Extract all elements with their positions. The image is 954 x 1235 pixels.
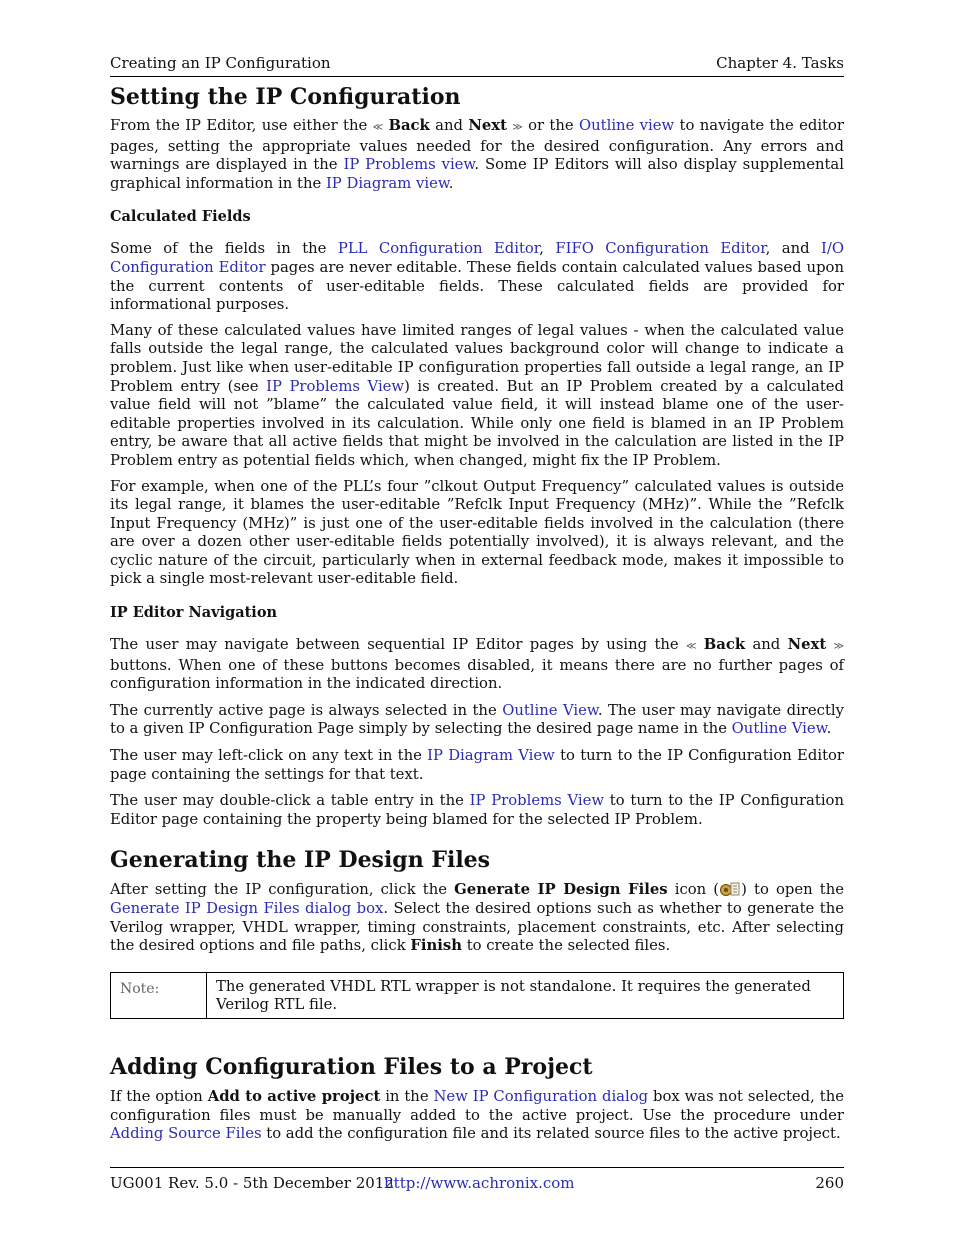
generate-files-icon: [719, 881, 741, 897]
text: and: [429, 117, 469, 134]
paragraph-navigation-diagram: [110, 747, 844, 784]
bold-add-to-active-project: Add to active project: [207, 1087, 381, 1105]
text: or the: [522, 117, 579, 134]
running-header: [110, 54, 844, 77]
section-title-setting-ip-configuration: Setting the IP Configuration: [110, 84, 461, 110]
text: and: [745, 636, 788, 654]
text: icon (: [667, 881, 720, 899]
paragraph-calculated-example: For example, when one of the PLL’s four ”clkout Output Frequency” calculated values is outside its legal range, it blames the user-editable ”Refclk Input Frequency (MHz)”. While the ”Refclk Input Frequency (MHz)” is just one of the user-editable fields involved in the calculation (there are over a dozen other user-editable fields potentially involved), it is always relevant, and the cyclic nature of the circuit, particularly when in external feedback mode, makes it impossible to pick a single most-relevant user-editable field.: [110, 477, 844, 588]
link-adding-source-files[interactable]: Adding Source Files: [110, 1125, 262, 1143]
back-arrow-icon: ≪: [372, 122, 384, 133]
paragraph-navigation-buttons: [110, 636, 844, 694]
link-io-configuration-editor[interactable]: I/O Configuration Editor: [110, 240, 844, 276]
text: From the IP Editor, use either the: [110, 117, 373, 134]
next-arrow-icon: ≫: [833, 641, 844, 653]
note-label: Note:: [111, 973, 207, 1018]
bold-back: Back: [388, 117, 430, 134]
link-outline-view[interactable]: Outline View: [502, 701, 598, 719]
link-ip-diagram-view[interactable]: IP Diagram View: [427, 747, 555, 765]
link-ip-diagram-view[interactable]: IP Diagram view: [325, 174, 449, 192]
header-chapter-title: Chapter 4. Tasks: [716, 54, 844, 72]
next-arrow-icon: ≫: [512, 122, 523, 133]
text: After setting the IP configuration, click the: [110, 881, 455, 899]
text: box was not selected, the configuration files must be manually added to the active project. Use the procedure under: [110, 1087, 844, 1124]
bold-next: Next: [468, 117, 507, 134]
back-arrow-icon: ≪: [686, 641, 697, 653]
text: ) is created. But an IP Problem created by a calculated value field will not ”blame” the calculated value field, it will instead blame one of the user-editable properties involved in its calculation. While only one field is blamed in an IP Problem entry, be aware that all active fields that might be involved in the calculation are listed in the IP Problem entry as potential fields which, when changed, might fix the IP Problem.: [110, 377, 845, 469]
paragraph-calculated-intro: [110, 240, 844, 314]
subsection-title-calculated-fields: Calculated Fields: [110, 208, 251, 226]
link-fifo-configuration-editor[interactable]: FIFO Configuration Editor: [555, 240, 766, 258]
bold-finish: Finish: [410, 937, 462, 955]
page-number: 260: [815, 1174, 844, 1192]
running-footer: [110, 1167, 844, 1192]
link-ip-problems-view[interactable]: IP Problems View: [266, 377, 405, 395]
section-title-adding-configuration-files: Adding Configuration Files to a Project: [110, 1053, 593, 1080]
bold-back: Back: [703, 636, 746, 654]
text: to turn to the IP Configuration Editor page containing the property being blamed for the selected IP Problem.: [110, 792, 844, 828]
footer-website-link[interactable]: http://www.achronix.com: [384, 1174, 575, 1192]
text: The user may double-click a table entry in the: [110, 792, 470, 810]
link-outline-view[interactable]: Outline view: [578, 117, 675, 134]
document-page: [110, 0, 844, 1235]
page-content: [110, 80, 844, 1144]
text: to turn to the IP Configuration Editor page containing the settings for that text.: [110, 747, 844, 783]
header-section-title: Creating an IP Configuration: [110, 54, 331, 72]
text: ) to open the: [741, 881, 845, 899]
text: , and: [765, 240, 822, 258]
note-text: The generated VHDL RTL wrapper is not standalone. It requires the generated Verilog RTL file.: [216, 977, 811, 1014]
section-title-generating-ip-design-files: Generating the IP Design Files: [110, 847, 491, 874]
link-generate-ip-design-files-dialog[interactable]: Generate IP Design Files dialog box: [110, 900, 384, 917]
text: buttons. When one of these buttons becomes disabled, it means there are no further pages of configuration information in the indicated direction.: [110, 656, 844, 693]
text: to create the selected files.: [461, 937, 671, 955]
text: Some of the fields in the: [110, 240, 338, 258]
text: .: [826, 720, 832, 738]
text: .: [448, 174, 454, 192]
link-outline-view[interactable]: Outline View: [731, 720, 827, 738]
paragraph-setting-ip-intro: [110, 117, 844, 193]
paragraph-calculated-ranges: [110, 322, 844, 471]
paragraph-adding-files: [110, 1088, 844, 1144]
link-pll-configuration-editor[interactable]: PLL Configuration Editor: [337, 240, 540, 258]
text: The user may navigate between sequential IP Editor pages by using the: [110, 636, 686, 654]
text: . Select the desired options such as whether to generate the Verilog wrapper, VHDL wrapper, timing constraints, placement constraints, etc. After selecting the desired options and file paths, click: [110, 900, 844, 955]
bold-next: Next: [787, 636, 827, 654]
paragraph-navigation-outline: [110, 702, 844, 739]
paragraph-navigation-problems: [110, 792, 844, 829]
text: If the option: [110, 1087, 208, 1105]
footer-document-revision: UG001 Rev. 5.0 - 5th December 2012: [110, 1174, 394, 1192]
text: . The user may navigate directly to a given IP Configuration Page simply by selecting the desired page name in the: [110, 701, 844, 738]
text: pages are never editable. These fields contain calculated values based upon the current contents of user-editable fields. These calculated fields are provided for informational purposes.: [110, 258, 844, 314]
text: ,: [539, 240, 556, 258]
link-ip-problems-view[interactable]: IP Problems view: [343, 156, 475, 174]
text: in the: [380, 1087, 434, 1105]
text: Many of these calculated values have limited ranges of legal values - when the calculated value falls outside the legal range, the calculated values background color will change to indicate a problem. Just like when user-editable IP configuration properties fall outside a legal range, an IP Problem entry (see: [110, 321, 844, 395]
text: to add the configuration file and its related source files to the active project.: [261, 1125, 841, 1143]
text: The user may left-click on any text in the: [110, 747, 428, 765]
bold-generate-ip-design-files: Generate IP Design Files: [454, 881, 668, 899]
link-ip-problems-view[interactable]: IP Problems View: [469, 792, 605, 810]
paragraph-generating-files: [110, 881, 844, 955]
note-box: [110, 972, 844, 1019]
subsection-title-ip-editor-navigation: IP Editor Navigation: [110, 604, 278, 622]
link-new-ip-configuration-dialog[interactable]: New IP Configuration dialog: [433, 1087, 649, 1105]
text: The currently active page is always selected in the: [110, 701, 503, 719]
text: to navigate the editor pages, setting the appropriate values needed for the desired configuration. Any errors and warnings are displayed in the: [110, 117, 844, 174]
text: . Some IP Editors will also display supplemental graphical information in the: [110, 156, 844, 192]
